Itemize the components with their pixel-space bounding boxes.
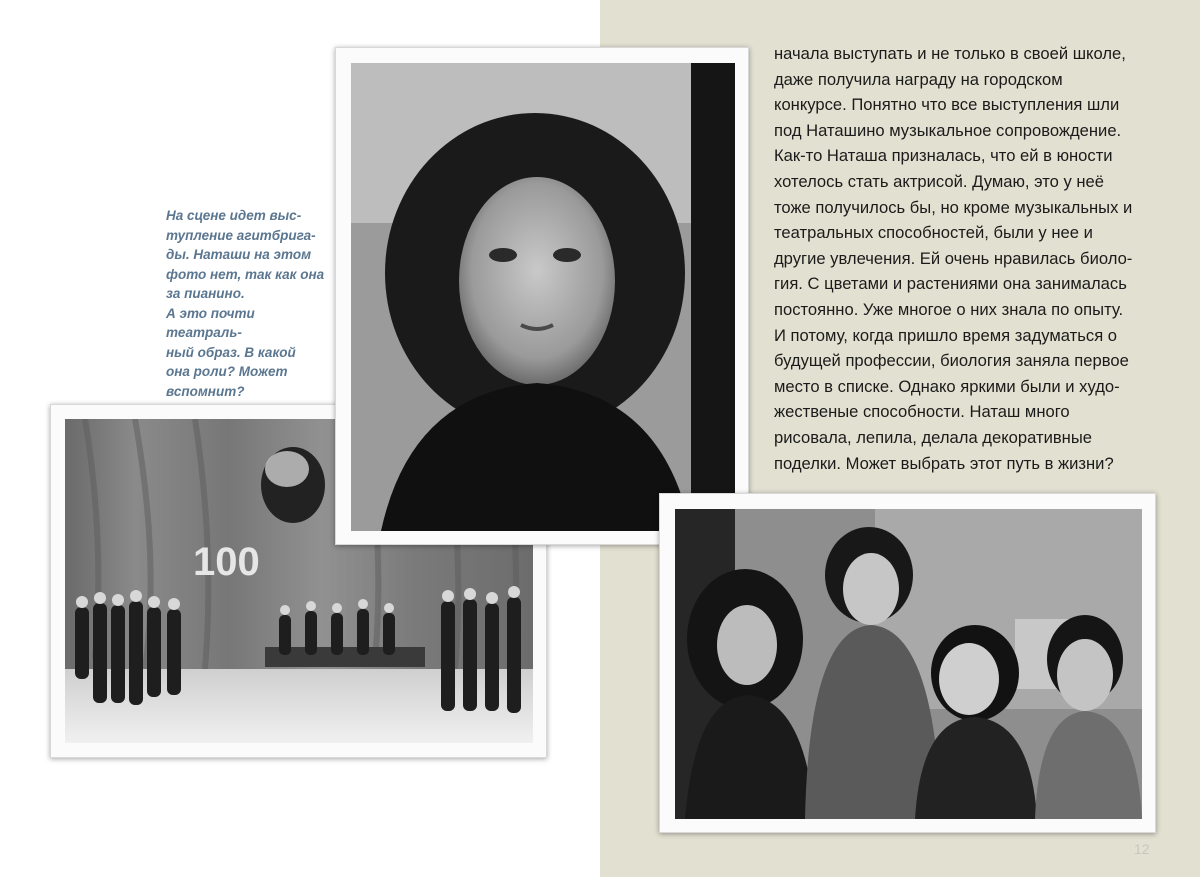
group-photo bbox=[675, 509, 1142, 819]
group-photo-frame bbox=[659, 493, 1156, 833]
photo-caption: На сцене идет выс- тупление агитбрига- ды. Наташи на этом фото нет, так как она за пианино. А это почти театраль- ный образ. В какой она роли? Может вспомнит? bbox=[166, 208, 325, 399]
stage-banner-number: 100 bbox=[193, 540, 260, 584]
portrait-photo bbox=[351, 63, 735, 531]
group-image bbox=[675, 509, 1142, 819]
portrait-photo-frame bbox=[335, 47, 749, 545]
page-number: 12 bbox=[1134, 841, 1150, 857]
body-text: начала выступать и не только в своей школе, даже получила награду на городском конкурсе. Понятно что все выступления шли под Наташино музыкальное сопровождение. Как-то Наташа призналась, что ей в юности хотелось стать актрисой. Думаю, это у неё тоже получилось бы, но кроме музыкальных и театральных способностей, были у нее и другие увлечения. Ей очень нравилась биоло- гия. С цветами и растениями она занималась постоянно. Уже многое о них знала по опыту. И потому, когда пришло время задуматься о будущей профессии, биология заняла первое место в списке. Однако яркими были и худо- жественые способности. Наташ много рисовала, лепила, делала декоративные поделки. Может выбрать этот путь в жизни? bbox=[774, 44, 1133, 473]
portrait-image bbox=[351, 63, 735, 531]
